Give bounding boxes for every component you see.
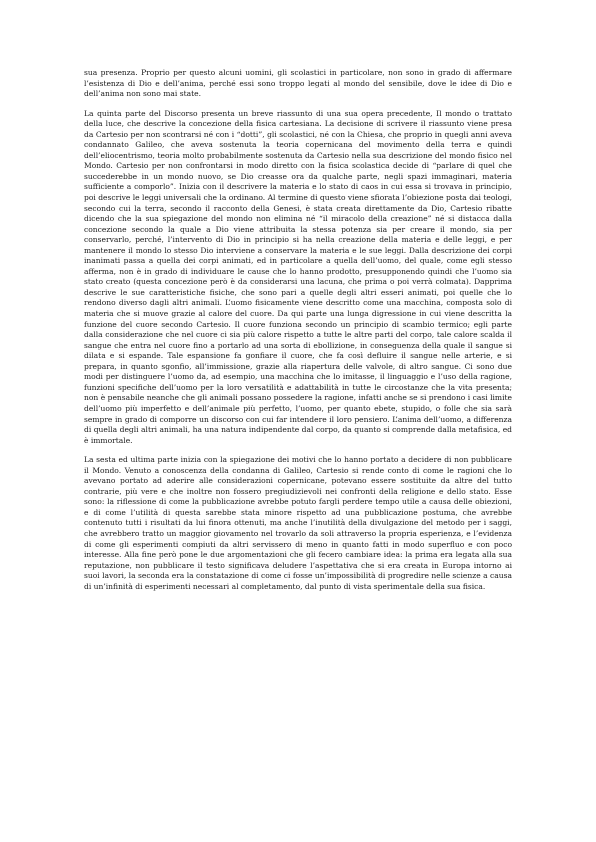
document-page (84, 68, 512, 601)
paragraph-part-six: La sesta ed ultima parte inizia con la spiegazione dei motivi che lo hanno portato a decidere di non pubblicare il Mondo. Venuto a conoscenza della condanna di Galileo, Cartesio si rende conto di come le ragioni che lo avevano portato ad aderire alle considerazioni copernicane, potevano essere sostituite da altre del tutto contrarie, più vere e che inoltre non fossero pregiudizievoli nei confronti della religione e dello stato. Esse sono: la riflessione di come la pubblicazione avrebbe potuto fargli perdere tempo utile a causa delle obiezioni, e di come l’utilità di questa sarebbe stata minore rispetto ad una pubblicazione postuma, che avrebbe contenuto tutti i risultati da lui finora ottenuti, ma anche l’inutilità della divulgazione del metodo per i saggi, che avrebbero tratto un maggior giovamento nel trovarlo da soli attraverso la propria esperienza, e l’evidenza di come gli esperimenti compiuti da altri servissero di meno in quanto fatti in modo superfluo e con poco interesse. Alla fine però pone le due argomentazioni che gli fecero cambiare idea: la prima era legata alla sua reputazione, non pubblicare il testo significava deludere l’aspettativa che si era creata in Europa intorno ai suoi lavori, la seconda era la constatazione di come ci fosse un’impossibilità di progredire nelle scienze a causa di un’infinità di esperimenti necessari al completamento, dal punto di vista sperimentale della sua fisica. (84, 455, 512, 591)
paragraph-continuation: sua presenza. Proprio per questo alcuni uomini, gli scolastici in particolare, non sono in grado di affermare l’esistenza di Dio e dell’anima, perché essi sono troppo legati al mondo del sensibile, dove le idee di Dio e dell’anima non sono mai state. (84, 68, 512, 99)
paragraph-part-five: La quinta parte del Discorso presenta un breve riassunto di una sua opera precedente, Il mondo o trattato della luce, che descrive la concezione della fisica cartesiana. La decisione di scrivere il riassunto viene presa da Cartesio per non scontrarsi né con i “dotti”, gli scolastici, né con la Chiesa, che proprio in quegli anni aveva condannato Galileo, che aveva sostenuta la teoria copernicana del movimento della terra e quindi dell’eliocentrismo, teoria molto probabilmente sostenuta da Cartesio nella sua descrizione del mondo fisico nel Mondo. Cartesio per non confrontarsi in modo diretto con la fisica scolastica decide di “parlare di quel che succederebbe in un mondo nuovo, se Dio creasse ora da qualche parte, negli spazi immaginari, materia sufficiente a comporlo”. Inizia con il descrivere la materia e lo stato di caos in cui essa si trovava in principio, poi descrive le leggi universali che la ordinano. Al termine di questo viene sfiorata l’obiezione posta dai teologi, secondo cui la terra, secondo il racconto della Genesi, è stata creata direttamente da Dio, Cartesio ribatte dicendo che la sua spiegazione del mondo non elimina né “il miracolo della creazione” né si distacca dalla concezione secondo la quale a Dio viene attribuita la stessa potenza sia per creare il mondo, sia per conservarlo, perché, l’intervento di Dio in principio si ha nella creazione della materia e delle leggi, e per mantenere il mondo lo stesso Dio interviene a conservare la materia e le sue leggi. Dalla descrizione dei corpi inanimati passa a quella dei corpi animati, ed in particolare a quella dell’uomo, del quale, come egli stesso afferma, non è in grado di individuare le cause che lo hanno prodotto, presupponendo quindi che l’uomo sia stato creato (questa concezione però è da considerarsi una lacuna, che prima o poi verrà colmata). Dapprima descrive le sue caratteristiche fisiche, che sono pari a quelle degli altri esseri animati, poi quelle che lo rendono diverso dagli altri animali. L’uomo fisicamente viene descritto come una macchina, composta solo di materia che si muove grazie al calore del cuore. Da qui parte una lunga digressione in cui viene descritta la funzione del cuore secondo Cartesio. Il cuore funziona secondo un principio di scambio termico; egli parte dalla considerazione che nel cuore ci sia più calore rispetto a tutte le altre parti del corpo, tale calore scalda il sangue che entra nel cuore fino a portarlo ad una sorta di ebollizione, in conseguenza della quale il sangue si dilata e si espande. Tale espansione fa gonfiare il cuore, che fa così defluire il sangue nelle arterie, e si prepara, in quanto sgonfio, all’immissione, grazie alla riapertura delle valvole, di altro sangue. Ci sono due modi per distinguere l’uomo da, ad esempio, una macchina che lo imitasse, il linguaggio e l’uso della ragione, funzioni specifiche dell’uomo per la loro versatilità e adattabilità in tutte le circostanze che la vita presenta; non è pensabile neanche che gli animali possano possedere la ragione, infatti anche se si prendono i casi limite dell’uomo più imperfetto e dell’animale più perfetto, l’uomo, per quanto ebete, stupido, o folle che sia sarà sempre in grado di comporre un discorso con cui far intendere il loro pensiero. L’anima dell’uomo, a differenza di quella degli altri animali, ha una natura indipendente dal corpo, da quanto si comprende dalla metafisica, ed è immortale. (84, 108, 512, 445)
